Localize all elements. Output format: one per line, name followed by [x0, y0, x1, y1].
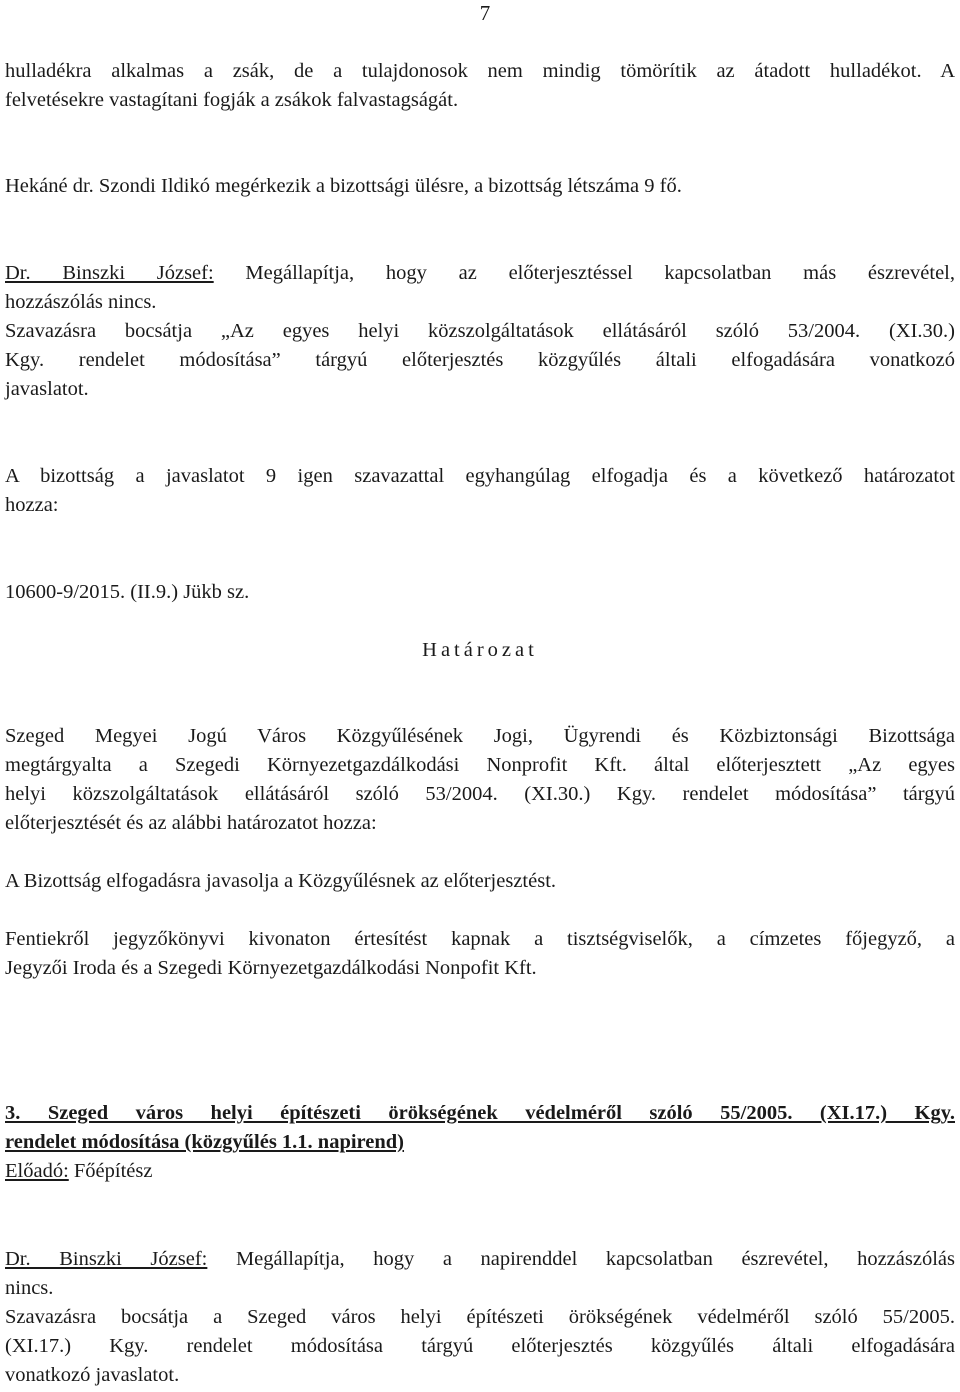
text-line: rendelet módosítása (közgyűlés 1.1. napirend)	[5, 1131, 405, 1153]
text-line: 10600-9/2015. (II.9.) Jükb sz.	[5, 581, 250, 603]
text-line: vonatkozó javaslatot.	[5, 1364, 180, 1386]
document-page	[5, 0, 955, 1392]
text-line: megtárgyalta a Szegedi Környezetgazdálkodási Nonprofit Kft. által előterjesztett „Az egyes	[5, 754, 955, 776]
text-line: helyi közszolgáltatások ellátásáról szóló 53/2004. (XI.30.) Kgy. rendelet módosítása” tárgyú	[5, 783, 955, 805]
text-line: előterjesztését és az alábbi határozatot hozza:	[5, 812, 377, 834]
paragraph-section-3-statement	[5, 1245, 955, 1390]
paragraph-arrival	[5, 172, 955, 201]
text-line: Kgy. rendelet módosítása” tárgyú előterjesztés közgyűlés általi elfogadására vonatkozó	[5, 349, 955, 371]
text-line: (XI.17.) Kgy. rendelet módosítása tárgyú előterjesztés közgyűlés általi elfogadására	[5, 1335, 955, 1357]
text-line: hulladékra alkalmas a zsák, de a tulajdonosok nem mindig tömörítik az átadott hulladékot. A	[5, 60, 955, 82]
speaker-name: Dr. Binszki József:	[5, 1248, 208, 1270]
text-line: nincs.	[5, 1277, 54, 1299]
resolution-heading: Határozat	[422, 639, 538, 661]
text-line: A bizottság a javaslatot 9 igen szavazattal egyhangúlag elfogadja és a következő határozatot	[5, 465, 955, 487]
text-line: hozzászólás nincs.	[5, 291, 157, 313]
text-line: Szeged Megyei Jogú Város Közgyűlésének Jogi, Ügyrendi és Közbiztonsági Bizottsága	[5, 725, 955, 747]
text-line: hozza:	[5, 494, 59, 516]
paragraph-chair-statement	[5, 259, 955, 404]
page-number: 7	[479, 1, 491, 25]
text-line: Szavazásra bocsátja „Az egyes helyi közszolgáltatások ellátásáról szóló 53/2004. (XI.30.)	[5, 320, 955, 342]
text-line: A Bizottság elfogadásra javasolja a Közgyűlésnek az előterjesztést.	[5, 870, 557, 892]
text-line: felvetésekre vastagítani fogják a zsákok falvastagságát.	[5, 89, 459, 111]
paragraph-recommendation	[5, 867, 955, 896]
text-line: Szavazásra bocsátja a Szeged város helyi építészeti örökségének védelméről szóló 55/2005.	[5, 1306, 955, 1328]
text-segment: Megállapítja, hogy az előterjesztéssel kapcsolatban más észrevétel,	[213, 262, 955, 284]
text-line: Hekáné dr. Szondi Ildikó megérkezik a bizottsági ülésre, a bizottság létszáma 9 fő.	[5, 175, 682, 197]
presenter-label: Előadó:	[5, 1160, 69, 1182]
paragraph-resolution-body	[5, 722, 955, 838]
text-line: Jegyzői Iroda és a Szegedi Környezetgazdálkodási Nonpofit Kft.	[5, 957, 537, 979]
speaker-name: Dr. Binszki József:	[5, 262, 214, 284]
resolution-number	[5, 578, 955, 607]
paragraph-waste-bags	[5, 57, 955, 115]
paragraph-vote-result	[5, 462, 955, 520]
text-line: 3. Szeged város helyi építészeti örökségének védelméről szóló 55/2005. (XI.17.) Kgy.	[5, 1102, 955, 1124]
section-3-presenter	[5, 1157, 955, 1186]
text-line: Fentiekről jegyzőkönyvi kivonaton értesítést kapnak a tisztségviselők, a címzetes főjegyző, a	[5, 928, 955, 950]
text-line: javaslatot.	[5, 378, 89, 400]
presenter-value: Főépítész	[68, 1160, 153, 1182]
section-3-title	[5, 1099, 955, 1157]
paragraph-notification	[5, 925, 955, 983]
text-segment: Megállapítja, hogy a napirenddel kapcsolatban észrevétel, hozzászólás	[207, 1248, 955, 1270]
text-line	[5, 259, 955, 288]
text-line	[5, 1245, 955, 1274]
